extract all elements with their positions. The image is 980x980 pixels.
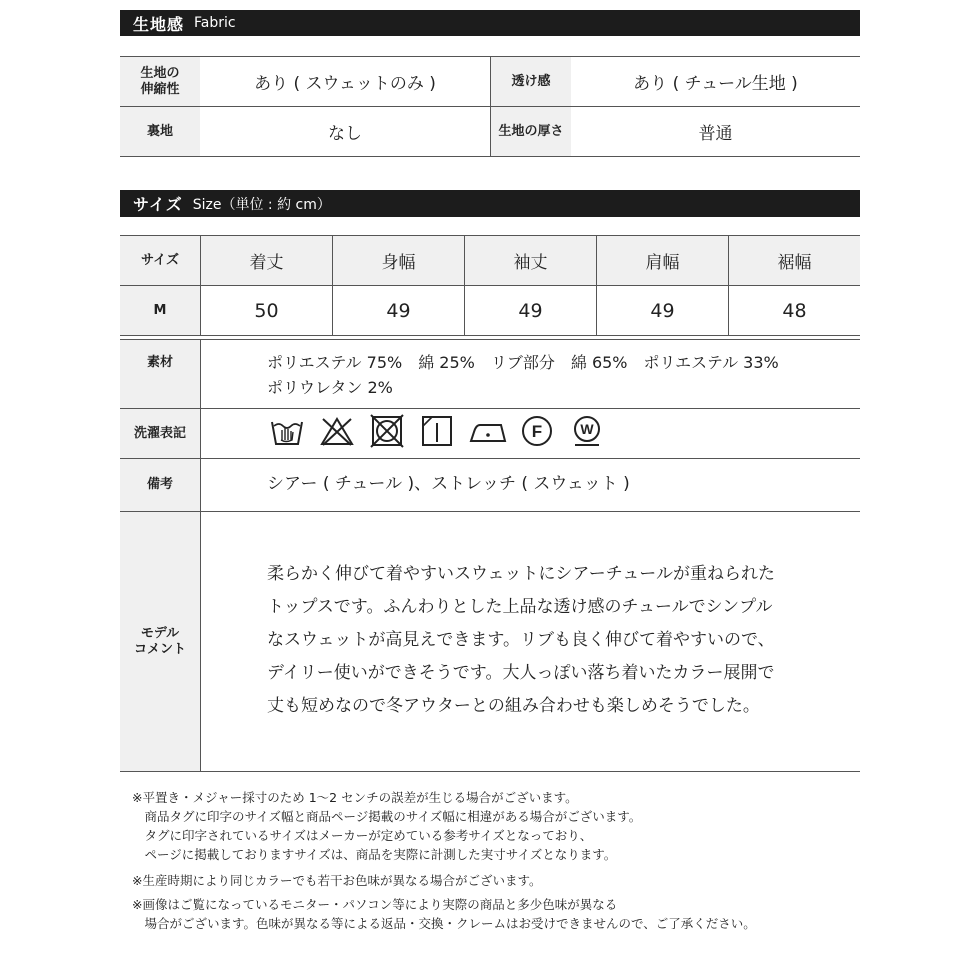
stretch-value: あり ( スウェットのみ ) (254, 74, 436, 94)
comment-line: デイリー使いができそうです。大人っぽい落ち着いたカラー展開で (267, 663, 775, 683)
wet-clean-letter: W (580, 421, 594, 437)
divider (120, 339, 860, 340)
stretch-label: 生地の 伸縮性 (120, 57, 200, 106)
size-value-length: 50 (254, 299, 279, 322)
remarks-value: シアー ( チュール )、ストレッチ ( スウェット ) (267, 474, 630, 494)
thickness-value: 普通 (698, 124, 733, 144)
care-label: 洗濯表記 (120, 409, 200, 458)
note-line: 場合がございます。色味が異なる等による返品・交換・クレームはお受けできませんので、ご了承ください。 (132, 916, 756, 931)
divider (120, 156, 860, 157)
size-value-hem: 48 (782, 299, 807, 322)
comment-line: なスウェットが高見えできます。リブも良く伸びて着やすいので、 (267, 630, 775, 650)
note-line: ※生産時期により同じカラーでも若干お色味が異なる場合がございます。 (132, 873, 542, 888)
divider (120, 771, 860, 772)
dry-clean-letter: F (531, 422, 543, 441)
no-bleach-icon (320, 414, 354, 448)
size-value-width: 49 (386, 299, 411, 322)
lining-value: なし (328, 124, 362, 144)
wet-clean-w-icon (570, 414, 604, 448)
size-header-label: サイズ (120, 236, 200, 285)
size-section-header (120, 190, 860, 217)
fabric-section-subtitle: Fabric (194, 15, 236, 31)
size-section-subtitle: Size（単位 : 約 cm） (192, 196, 331, 213)
size-header-width: 身幅 (333, 236, 464, 285)
thickness-label: 生地の厚さ (491, 107, 571, 156)
divider (120, 511, 860, 512)
line-dry-shade-icon (420, 414, 454, 448)
divider (120, 458, 860, 459)
sheer-value: あり ( チュール生地 ) (633, 74, 798, 94)
sheer-label: 透け感 (491, 57, 571, 106)
size-header-sleeve: 袖丈 (465, 236, 596, 285)
divider (200, 339, 201, 771)
remarks-label: 備考 (120, 459, 200, 511)
size-header-length: 着丈 (201, 236, 332, 285)
note-line: 商品タグに印字のサイズ幅と商品ページ掲載のサイズ幅に相違がある場合がございます。 (132, 809, 642, 824)
iron-low-icon (468, 414, 508, 448)
fabric-section-header (120, 10, 860, 36)
hand-wash-icon (270, 414, 304, 448)
note-line: ※画像はご覧になっているモニター・パソコン等により実際の商品と多少色味が異なる (132, 897, 618, 912)
comment-line: 柔らかく伸びて着やすいスウェットにシアーチュールが重ねられた (267, 564, 775, 584)
size-header-shoulder: 肩幅 (597, 236, 728, 285)
size-value-shoulder: 49 (650, 299, 675, 322)
size-header-hem: 裾幅 (729, 236, 860, 285)
note-line: ※平置き・メジャー採寸のため 1〜2 センチの誤差が生じる場合がございます。 (132, 790, 578, 805)
comment-line: 丈も短めなので冬アウターとの組み合わせも楽しめそうでした。 (267, 696, 760, 716)
size-value-label: M (120, 286, 200, 335)
material-line-2: ポリウレタン 2% (267, 378, 393, 397)
note-line: タグに印字されているサイズはメーカーが定めている参考サイズとなっており、 (132, 828, 593, 843)
divider (120, 335, 860, 336)
size-value-sleeve: 49 (518, 299, 543, 322)
divider (120, 408, 860, 409)
material-line-1: ポリエステル 75% 綿 25% リブ部分 綿 65% ポリエステル 33% (267, 353, 779, 372)
fabric-section-title: 生地感 (133, 14, 185, 34)
dry-clean-f-icon (520, 414, 554, 448)
material-label: 素材 (120, 340, 200, 408)
note-line: ページに掲載しておりますサイズは、商品を実際に計測した実寸サイズとなります。 (132, 847, 617, 862)
comment-line: トップスです。ふんわりとした上品な透け感のチュールでシンプル (267, 597, 773, 617)
comment-label: モデル コメント (120, 512, 200, 771)
no-tumble-dry-icon (370, 414, 404, 448)
size-section-title: サイズ (133, 195, 183, 214)
lining-label: 裏地 (120, 107, 200, 156)
